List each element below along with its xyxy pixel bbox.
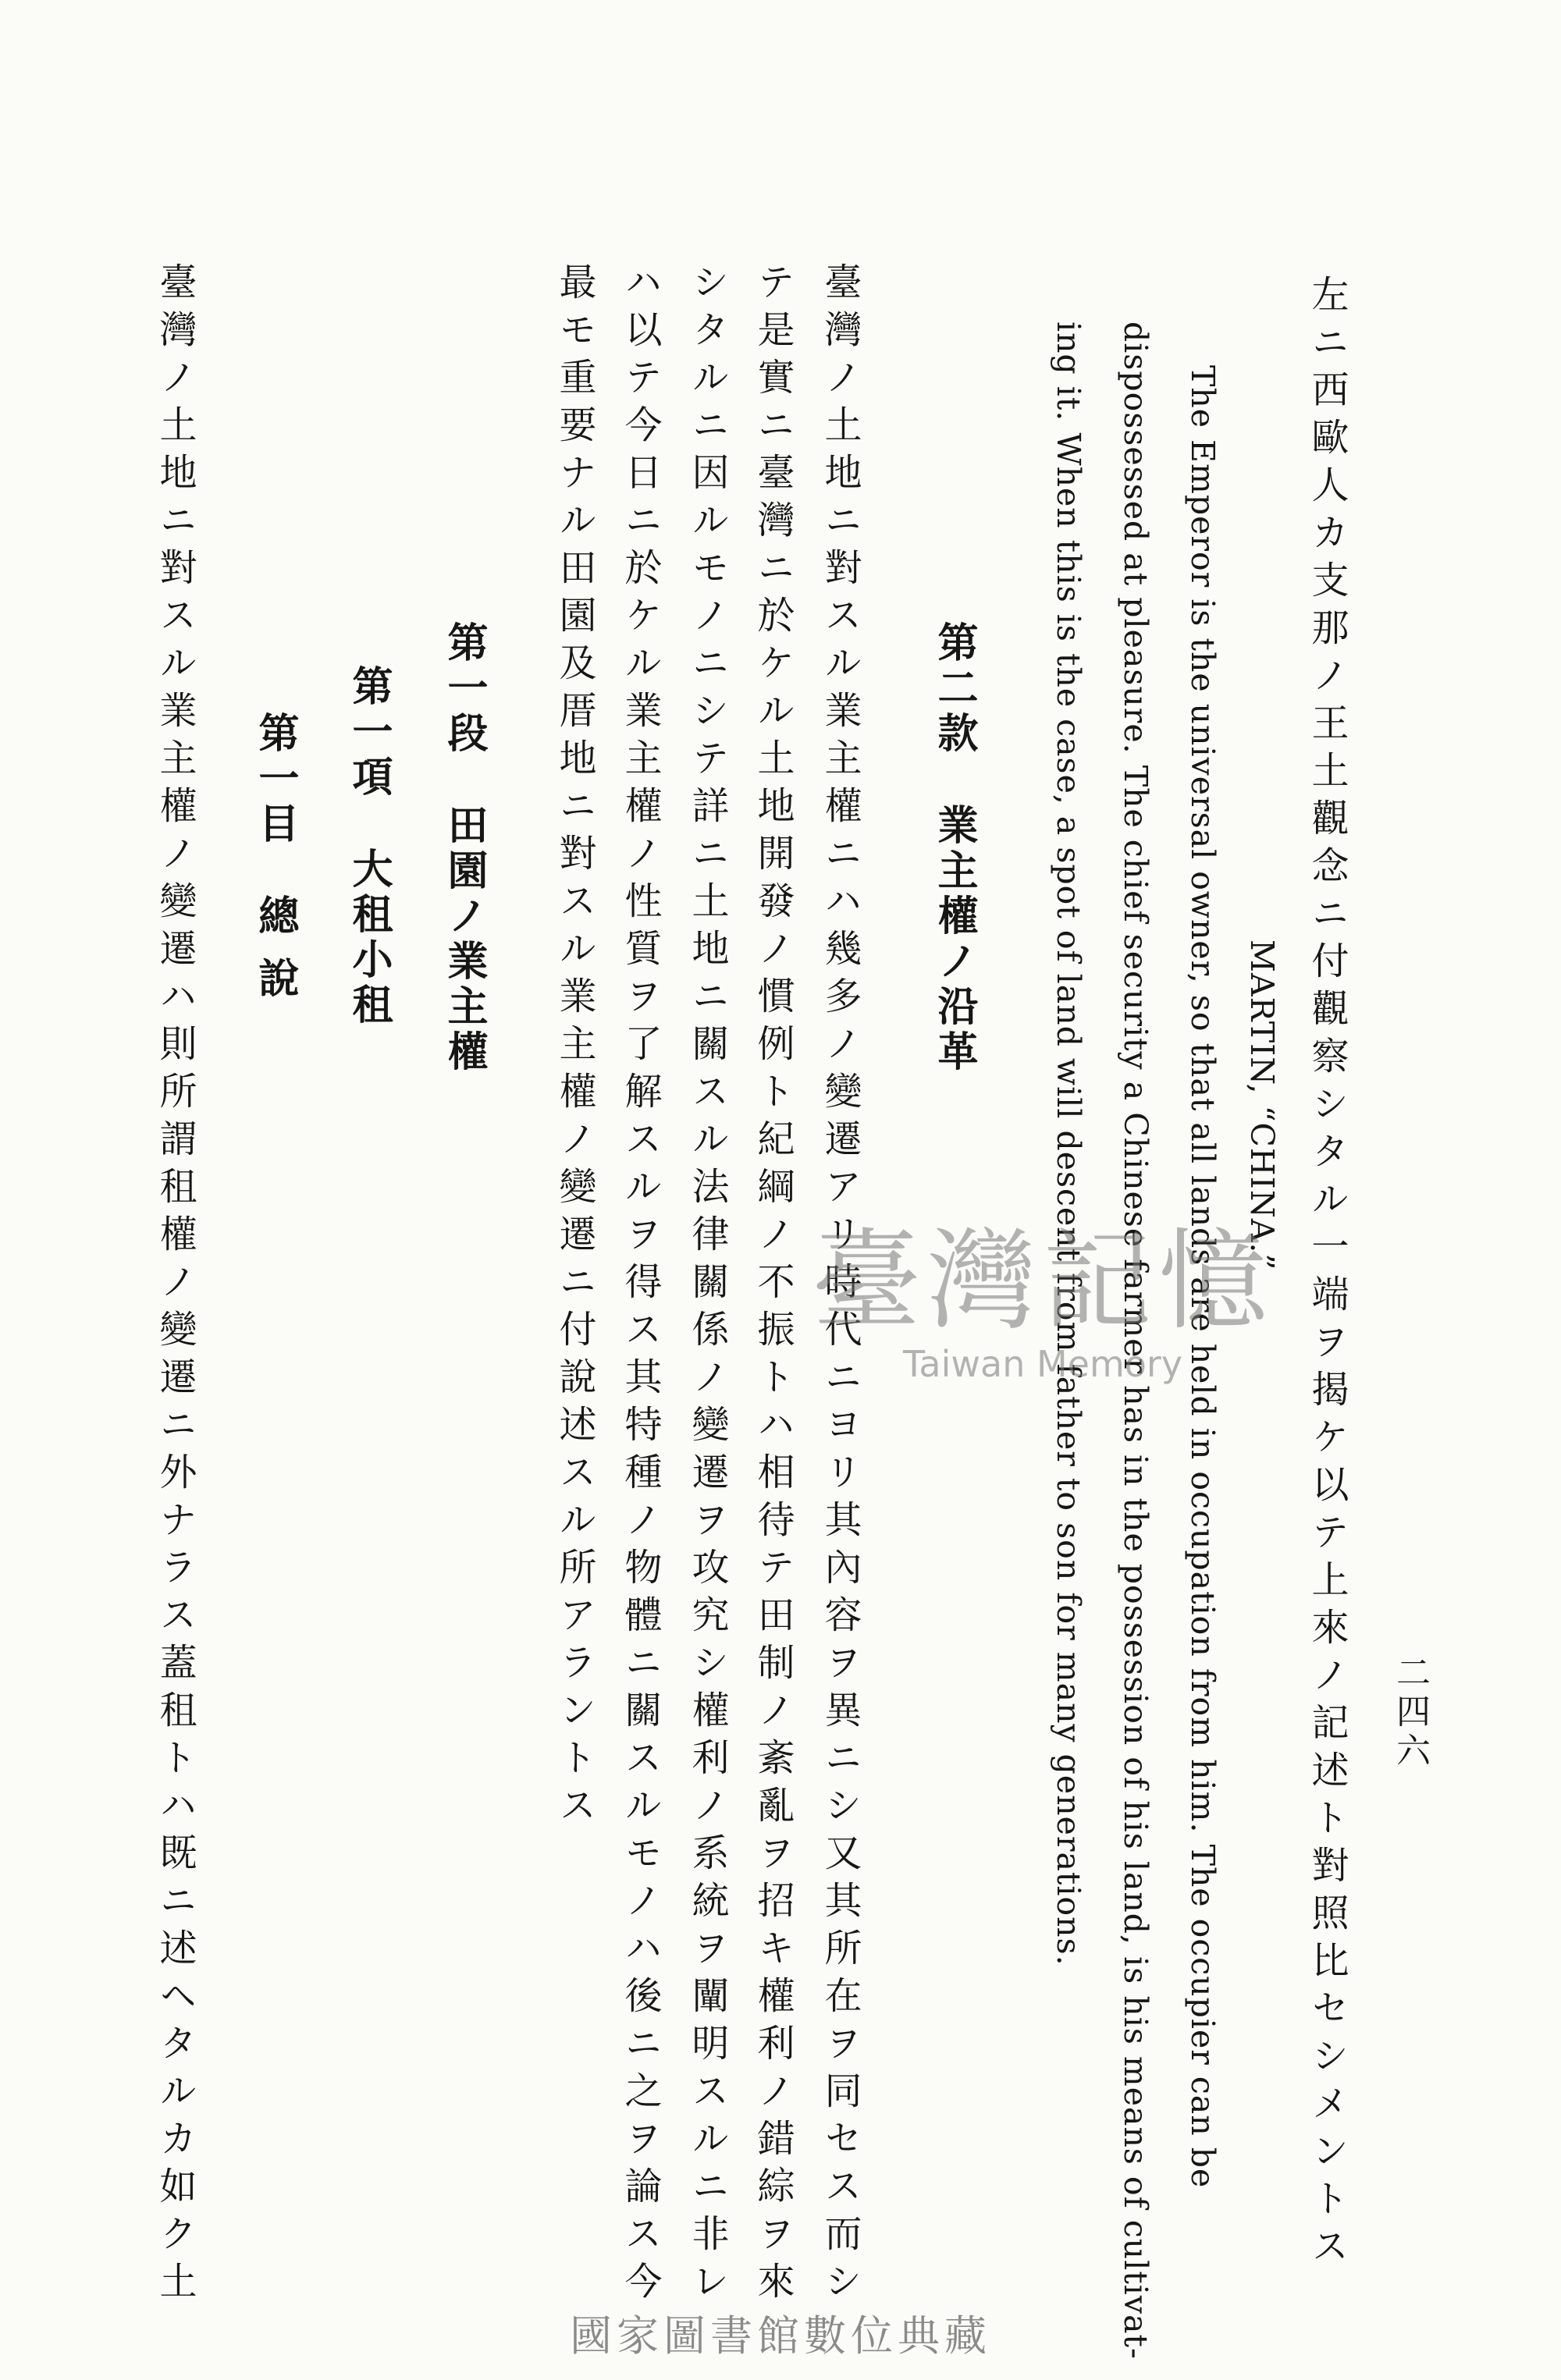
section-heading-dan	[440, 621, 488, 1075]
heading-number: 第二款	[930, 621, 978, 757]
quote-source: MARTIN, “CHINA.”	[1243, 940, 1281, 1271]
heading-title: 業主權ノ沿革	[930, 804, 978, 1075]
body-column-4: ハ以テ今日ニ於ケル業主權ノ性質ヲ了解スルヲ得ス其特種ノ物體ニ關スルモノハ後ニ之ヲ論ス今	[618, 262, 662, 2309]
heading-title: 田園ノ業主權	[440, 804, 488, 1075]
body-column-2: テ是實ニ臺灣ニ於ケル土地開發ノ慣例ト紀綱ノ不振トハ相待テ田制ノ紊亂ヲ招キ權利ノ錯綜ヲ來	[751, 262, 795, 2309]
page-number: 二四六	[1390, 1654, 1430, 1771]
quote-line-2: dispossessed at pleasure. The chief security a Chinese farmer has in the possession of his land, is his means of cultivat-	[1117, 321, 1154, 2360]
body-column-1: 臺灣ノ土地ニ對スル業主權ニハ幾多ノ變遷アリ時代ニヨリ其內容ヲ異ニシ又其所在ヲ同セス而シ	[818, 262, 862, 2309]
intro-column: 左ニ西歐人カ支那ノ王土觀念ニ付觀察シタル一端ヲ揭ケ以テ上來ノ記述ト對照比セシメントス	[1305, 275, 1349, 2274]
body-column-3: シタルニ因ルモノニシテ詳ニ土地ニ關スル法律關係ノ變遷ヲ攻究シ權利ノ系統ヲ闡明スルニ非レ	[685, 262, 729, 2309]
quote-line-3: ing it. When this is the case, a spot of land will descent from father to son for many generations.	[1050, 321, 1087, 1966]
watermark-text: 臺灣記憶	[812, 1218, 1275, 1345]
body-column-6: 臺灣ノ土地ニ對スル業主權ノ變遷ハ則所謂租權ノ變遷ニ外ナラス蓋租トハ既ニ述ヘタルカ如ク土	[153, 262, 197, 2309]
quote-line-1: The Emperor is the universal owner, so that all lands are held in occupation from him. The occupier can be	[1184, 365, 1221, 2189]
section-heading-kou	[345, 665, 393, 1028]
body-column-5: 最モ重要ナル田園及厝地ニ對スル業主權ノ變遷ニ付說述スル所アラントス	[553, 262, 596, 1833]
heading-title: 總說	[251, 894, 299, 1019]
watermark-subtitle: Taiwan Memory	[902, 1343, 1183, 1385]
footer-credit: 國家圖書館數位典藏	[570, 2311, 991, 2360]
heading-title: 大租小租	[345, 847, 393, 1028]
heading-number: 第一目	[251, 712, 299, 847]
section-heading-kuan	[930, 621, 978, 1075]
section-heading-moku	[251, 712, 299, 1019]
heading-number: 第一段	[440, 621, 488, 757]
heading-number: 第一項	[345, 665, 393, 801]
